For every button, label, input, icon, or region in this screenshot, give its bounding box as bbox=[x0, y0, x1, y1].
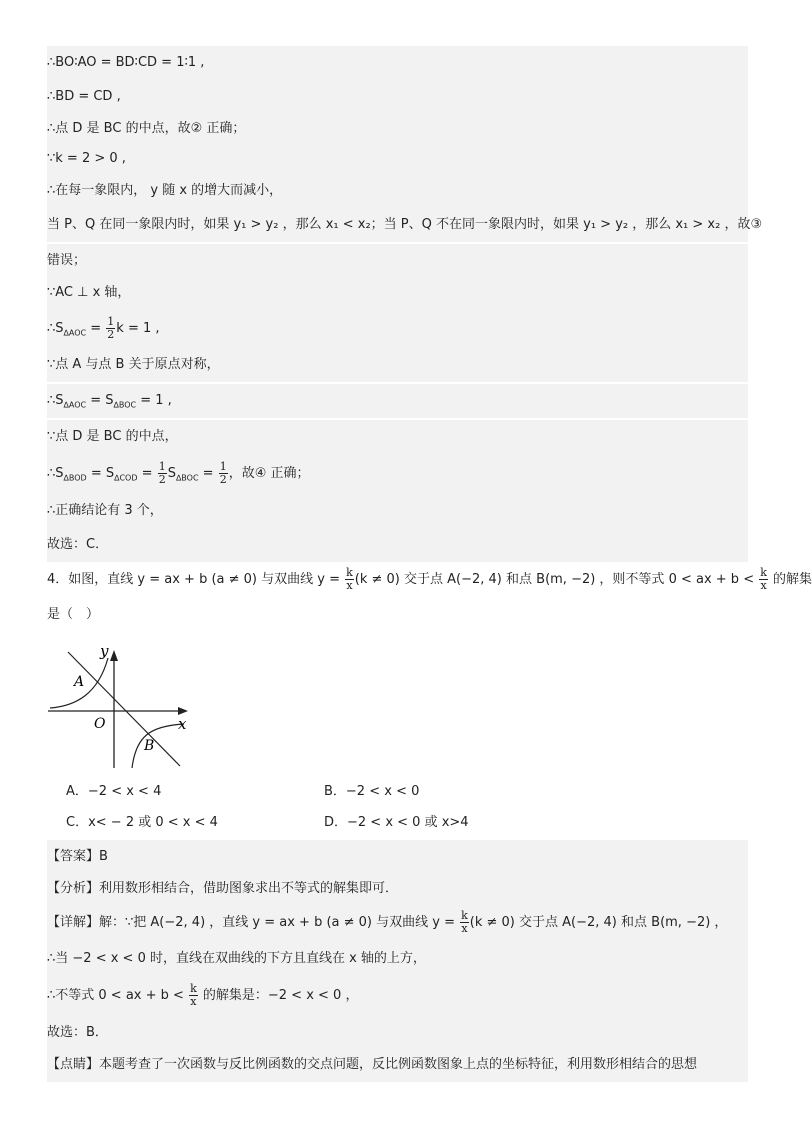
solution-line: ∴正确结论有 3 个， bbox=[47, 494, 748, 528]
linear-function-line bbox=[68, 652, 180, 766]
solution-line: ∵k = 2 > 0 , bbox=[47, 142, 748, 176]
solution-line: ∴BO∶AO = BD∶CD = 1∶1 , bbox=[47, 46, 748, 80]
solution-line: $\therefore S_{\Delta AOC}$ = $\frac{1}{2}$ k = 1 , bbox=[47, 310, 748, 348]
point-a-label: A bbox=[74, 674, 85, 690]
option-d[interactable]: D．−2 < x < 0 或 x>4 bbox=[324, 815, 469, 830]
origin-label: O bbox=[94, 716, 106, 732]
solution-line: ∵AC ⊥ x 轴， bbox=[47, 276, 748, 310]
option-b[interactable]: B．−2 < x < 0 bbox=[324, 784, 420, 799]
solution-line: $\therefore S_{\Delta BOD} = S_{\Delta COD}$ = $\frac{1}{2}$ $S_{\Delta BOC}$ = $\frac{1}{2}$ ，故④ 正确； bbox=[47, 454, 748, 494]
option-c[interactable]: C．x< − 2 或 0 < x < 4 bbox=[66, 815, 218, 830]
x-axis-arrow bbox=[178, 707, 188, 715]
detail-line: ∴不等式 0 < ax + b < $\frac{k}{x}$ 的解集是：−2 < x < 0 ， bbox=[47, 976, 748, 1016]
option-a[interactable]: A．−2 < x < 4 bbox=[66, 784, 162, 799]
question-text-line2: 是（ ） bbox=[47, 607, 100, 622]
point-b-label: B bbox=[144, 738, 155, 754]
solution-line: 故选：C． bbox=[47, 528, 748, 562]
function-graph bbox=[46, 638, 196, 773]
solution-line: 当 P、Q 在同一象限内时，如果 y₁ > y₂ ，那么 x₁ < x₂；当 P、Q 不在同一象限内时，如果 y₁ > y₂ ，那么 x₁ > x₂ ，故③ bbox=[47, 208, 748, 242]
detail-line: ∴当 −2 < x < 0 时，直线在双曲线的下方且直线在 x 轴的上方， bbox=[47, 942, 748, 976]
solution-line: ∴BD = CD , bbox=[47, 80, 748, 114]
answer-label: 【答案】B bbox=[47, 840, 748, 874]
solution-line: 错误； bbox=[47, 244, 748, 278]
solution-line: ∵点 D 是 BC 的中点， bbox=[47, 420, 748, 454]
y-axis-label: y bbox=[100, 642, 109, 660]
x-axis-label: x bbox=[178, 715, 187, 733]
solution-line: ∴点 D 是 BC 的中点，故② 正确； bbox=[47, 112, 748, 146]
solution-line: $\therefore S_{\Delta AOC} = S_{\Delta BOC} = 1$ , bbox=[47, 384, 748, 418]
detail-text: 【详解】解：∵把 A(−2, 4) ，直线 y = ax + b (a ≠ 0) 与双曲线 y = $\frac{k}{x}$ (k ≠ 0) 交于点 A(−2, 4) 和点 B(m, −2) ， bbox=[47, 904, 748, 942]
solution-line: ∴在每一象限内， y 随 x 的增大而减小， bbox=[47, 174, 748, 208]
y-axis-arrow bbox=[110, 650, 118, 661]
analysis-text: 【分析】利用数形相结合，借助图象求出不等式的解集即可． bbox=[47, 872, 748, 906]
question-text: 4．如图，直线 y = ax + b (a ≠ 0) 与双曲线 y = $\frac{k}{x}$ (k ≠ 0) 交于点 A(−2, 4) 和点 B(m, −2) ，则不等式 0 < ax + b < $\frac{k}{x}$ 的解集 bbox=[47, 566, 812, 592]
detail-line: 故选：B． bbox=[47, 1016, 748, 1050]
solution-line: ∵点 A 与点 B 关于原点对称， bbox=[47, 348, 748, 382]
comment-text: 【点睛】本题考查了一次函数与反比例函数的交点问题，反比例函数图象上点的坐标特征，利用数形相结合的思想 bbox=[47, 1048, 748, 1082]
